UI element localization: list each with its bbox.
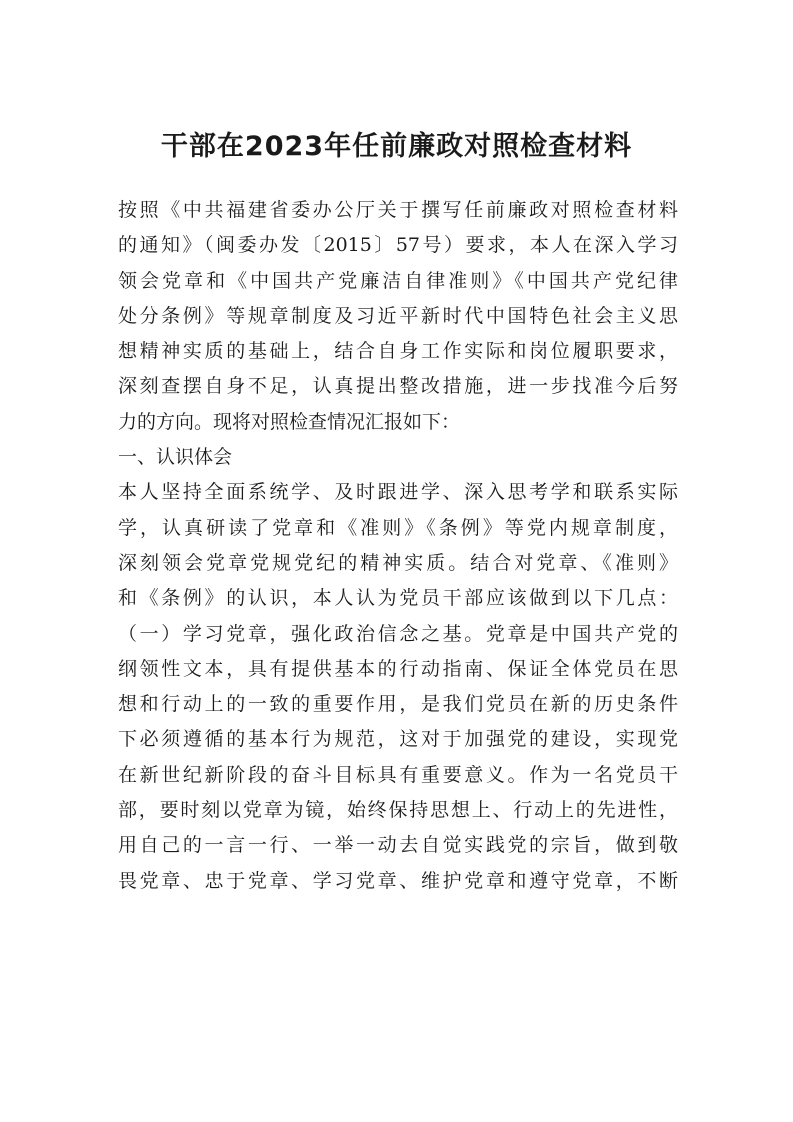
body-line: 想和行动上的一致的重要作用，是我们党员在新的历史条件 <box>118 693 678 716</box>
document-body <box>118 193 678 899</box>
body-line: 力的方向。现将对照检查情况汇报如下： <box>118 410 461 433</box>
body-line: 按照《中共福建省委办公厅关于撰写任前廉政对照检查材料 <box>118 199 678 221</box>
body-line: 在新世纪新阶段的奋斗目标具有重要意义。作为一名党员干 <box>118 763 678 786</box>
body-line: 下必须遵循的基本行为规范，这对于加强党的建设，实现党 <box>118 728 678 751</box>
body-line: 用自己的一言一行、一举一动去自觉实践党的宗旨，做到敬 <box>118 834 678 857</box>
body-line: 畏党章、忠于党章、学习党章、维护党章和遵守党章，不断 <box>118 869 678 892</box>
body-line: 深刻领会党章党规党纪的精神实质。结合对党章、《准则》 <box>118 551 678 574</box>
document-title: 干部在2023年任前廉政对照检查材料 <box>160 131 633 162</box>
body-line: 本人坚持全面系统学、及时跟进学、深入思考学和联系实际 <box>118 481 678 504</box>
body-line: 学，认真研读了党章和《准则》《条例》等党内规章制度， <box>118 516 678 539</box>
body-line: （一）学习党章，强化政治信念之基。党章是中国共产党的 <box>118 622 678 645</box>
body-line: 的通知》（闽委办发〔2015〕57号）要求，本人在深入学习 <box>118 234 678 257</box>
body-line: 和《条例》的认识，本人认为党员干部应该做到以下几点： <box>118 587 678 610</box>
body-line: 领会党章和《中国共产党廉洁自律准则》《中国共产党纪律 <box>118 269 678 292</box>
section-heading: 一、认识体会 <box>118 446 233 469</box>
body-line: 深刻查摆自身不足，认真提出整改措施，进一步找准今后努 <box>118 375 678 398</box>
body-line: 部，要时刻以党章为镜，始终保持思想上、行动上的先进性， <box>118 799 678 822</box>
body-line: 处分条例》等规章制度及习近平新时代中国特色社会主义思 <box>118 304 678 327</box>
body-line: 想精神实质的基础上，结合自身工作实际和岗位履职要求， <box>118 340 678 363</box>
body-line: 纲领性文本，具有提供基本的行动指南、保证全体党员在思 <box>118 657 678 680</box>
